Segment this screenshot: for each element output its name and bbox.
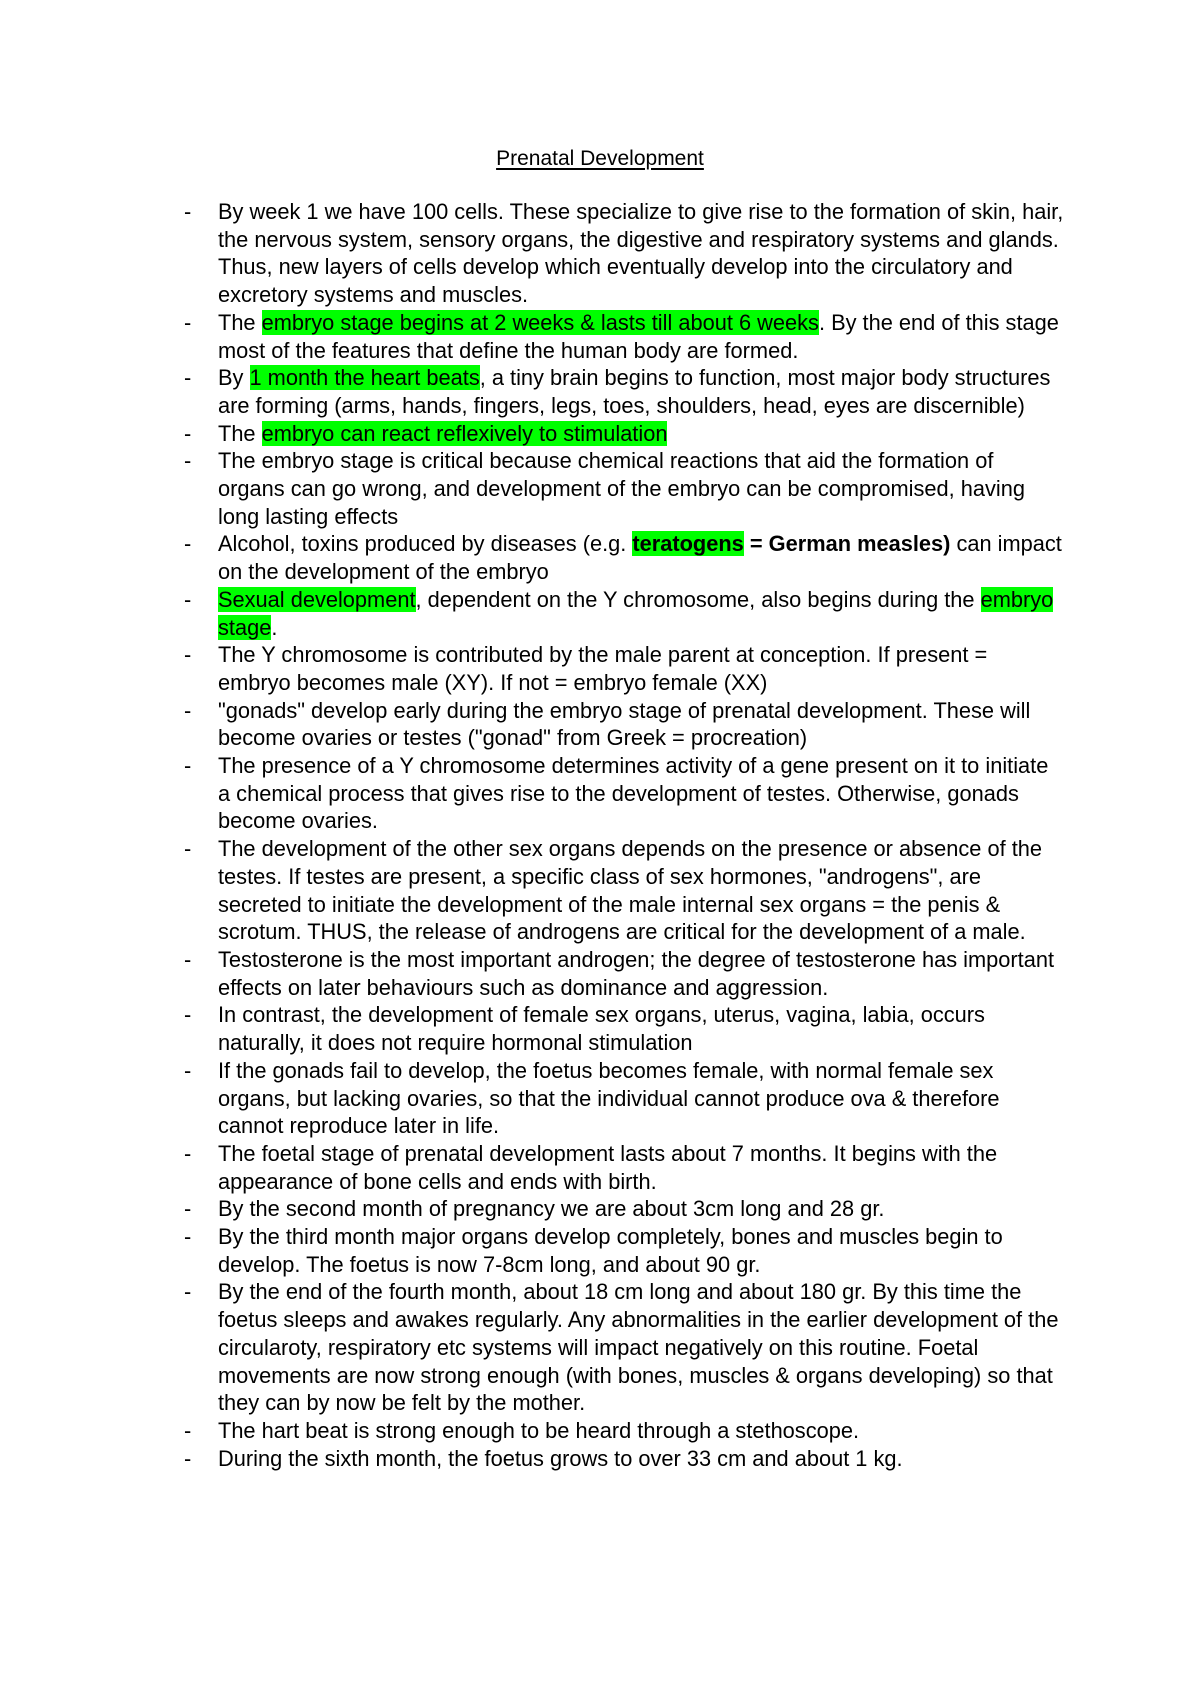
- list-item: [0, 1278, 1064, 1417]
- list-item: [0, 198, 1064, 309]
- bullet-dash: -: [184, 1279, 192, 1305]
- list-item: [0, 1057, 1064, 1140]
- bullet-dash: -: [184, 753, 192, 779]
- item-text: .: [271, 614, 278, 640]
- list-item: [0, 835, 1064, 946]
- item-text: By: [218, 365, 250, 391]
- list-item: [0, 530, 1064, 585]
- item-text: , a tiny brain begins to function, most major body structures are forming (arms, hands, fingers, legs, toes, shoulders, head, eyes are discernible): [218, 365, 1051, 418]
- bullet-dash: -: [184, 365, 192, 391]
- bullet-dash: -: [184, 1140, 192, 1166]
- bullet-dash: -: [184, 836, 192, 862]
- bullet-dash: -: [184, 1417, 192, 1443]
- item-text: The development of the other sex organs depends on the presence or absence of the testes. If testes are present, a specific class of sex hormones, "androgens", are secreted to initiate the development of the male internal sex organs = the penis & scrotum. THUS, the release of androgens are critical for the development of a male.: [218, 836, 1042, 945]
- bullet-dash: -: [184, 448, 192, 474]
- item-text: If the gonads fail to develop, the foetus becomes female, with normal female sex organs, but lacking ovaries, so that the individual cannot produce ova & therefore cannot reproduce later in life.: [218, 1057, 1000, 1139]
- list-item: [0, 447, 1064, 530]
- bullet-dash: -: [184, 1445, 192, 1471]
- list-item: [0, 752, 1064, 835]
- bullet-dash: -: [184, 946, 192, 972]
- list-item: [0, 1195, 1064, 1223]
- item-text: The foetal stage of prenatal development lasts about 7 months. It begins with the appearance of bone cells and ends with birth.: [218, 1140, 998, 1194]
- item-text: During the sixth month, the foetus grows to over 33 cm and about 1 kg.: [218, 1445, 903, 1471]
- item-text: The hart beat is strong enough to be heard through a stethoscope.: [218, 1417, 860, 1443]
- highlighted-text: teratogens: [632, 531, 744, 557]
- item-text: The: [218, 420, 262, 446]
- item-text: By the end of the fourth month, about 18 cm long and about 180 gr. By this time the foetus sleeps and awakes regularly. Any abnormalities in the earlier development of the circularoty, respiratory etc systems will impact negatively on this routine. Foetal movements are now strong enough (with bones, muscles & organs developing) so that they can by now be felt by the mother.: [218, 1279, 1059, 1416]
- document-title: Prenatal Development: [496, 147, 704, 170]
- list-item: [0, 1001, 1064, 1056]
- list-item: [0, 1445, 1064, 1473]
- bullet-dash: -: [184, 1224, 192, 1250]
- list-item: [0, 364, 1064, 419]
- highlighted-text: 1 month the heart beats: [249, 365, 480, 391]
- bullet-list: [0, 198, 1200, 1472]
- bullet-dash: -: [184, 309, 192, 335]
- item-text: , dependent on the Y chromosome, also begins during the: [415, 586, 981, 612]
- list-item: [0, 697, 1064, 752]
- item-text: "gonads" develop early during the embryo stage of prenatal development. These will become ovaries or testes ("gonad" from Greek = procreation): [218, 697, 1031, 751]
- item-text: The embryo stage is critical because chemical reactions that aid the formation of organs can go wrong, and development of the embryo can be compromised, having long lasting effects: [218, 448, 1025, 529]
- highlighted-text: Sexual development: [218, 586, 416, 612]
- bullet-dash: -: [184, 586, 192, 612]
- list-item: [0, 1223, 1064, 1278]
- highlighted-text: embryo can react reflexively to stimulation: [261, 420, 668, 446]
- item-text: . By the end of this stage most of the features that define the human body are formed.: [218, 309, 1059, 363]
- item-text: By the second month of pregnancy we are about 3cm long and 28 gr.: [218, 1196, 885, 1222]
- list-item: [0, 1140, 1064, 1195]
- item-text: Testosterone is the most important androgen; the degree of testosterone has important effects on later behaviours such as dominance and aggression.: [218, 946, 1055, 1000]
- item-text: By week 1 we have 100 cells. These specialize to give rise to the formation of skin, hair, the nervous system, sensory organs, the digestive and respiratory systems and glands. Thus, new layers of cells develop which eventually develop into the circulatory and excretory systems and muscles.: [218, 199, 1064, 308]
- item-text: The presence of a Y chromosome determines activity of a gene present on it to initiate a chemical process that gives rise to the development of testes. Otherwise, gonads become ovaries.: [218, 753, 1049, 834]
- item-text: can impact on the development of the embryo: [218, 531, 1062, 585]
- list-item: [0, 641, 1064, 696]
- item-text: The Y chromosome is contributed by the male parent at conception. If present = embryo becomes male (XY). If not = embryo female (XX): [218, 642, 988, 695]
- item-text: The: [218, 309, 262, 335]
- bullet-dash: -: [184, 697, 192, 723]
- bullet-dash: -: [184, 642, 192, 668]
- item-text: = German measles): [743, 531, 951, 557]
- item-text: By the third month major organs develop completely, bones and muscles begin to develop. The foetus is now 7-8cm long, and about 90 gr.: [218, 1224, 1003, 1277]
- item-text: In contrast, the development of female sex organs, uterus, vagina, labia, occurs naturally, it does not require hormonal stimulation: [218, 1002, 985, 1056]
- bullet-dash: -: [184, 1057, 192, 1083]
- bullet-dash: -: [184, 420, 192, 446]
- list-item: [0, 420, 1064, 448]
- highlighted-text: embryo stage: [218, 586, 1054, 640]
- bullet-dash: -: [184, 531, 192, 557]
- list-item: [0, 1417, 1064, 1445]
- list-item: [0, 946, 1064, 1001]
- list-item: [0, 309, 1064, 364]
- item-text: Alcohol, toxins produced by diseases (e.g.: [218, 531, 633, 557]
- bullet-dash: -: [184, 199, 192, 224]
- highlighted-text: embryo stage begins at 2 weeks & lasts till about 6 weeks: [261, 309, 819, 335]
- list-item: [0, 586, 1064, 641]
- bullet-dash: -: [184, 1002, 192, 1028]
- bullet-dash: -: [184, 1196, 192, 1222]
